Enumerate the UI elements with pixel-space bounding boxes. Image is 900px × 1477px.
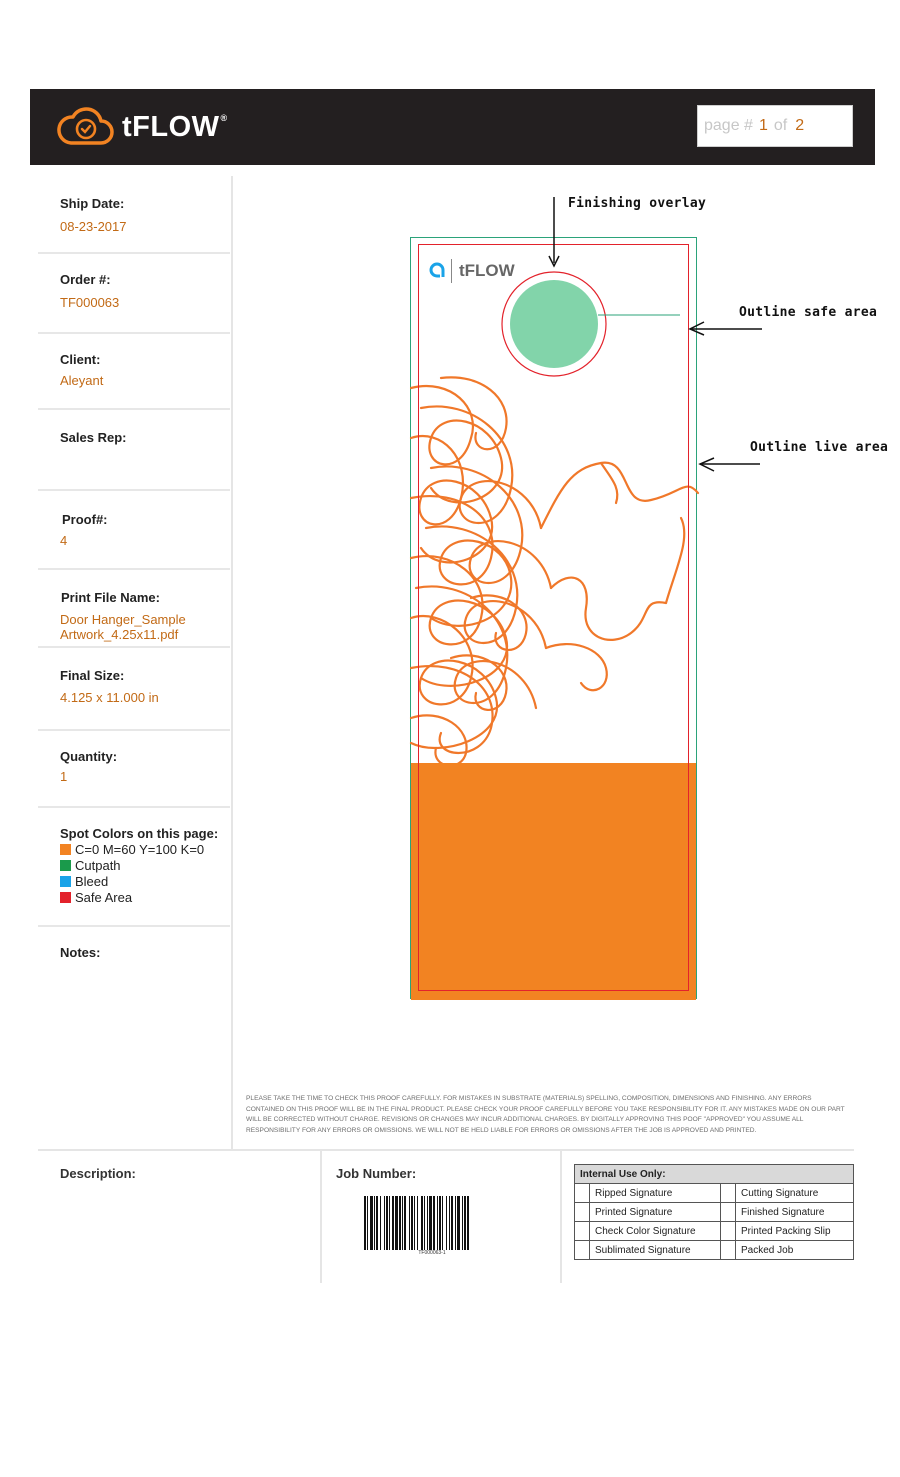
barcode-bar <box>411 1196 413 1250</box>
page-total: 2 <box>795 117 805 134</box>
barcode-bar <box>399 1196 401 1250</box>
spot-color-item: C=0 M=60 Y=100 K=0 <box>60 842 204 857</box>
print-file-value-line1: Door Hanger_Sample <box>60 612 186 627</box>
bottom-divider <box>320 1151 322 1283</box>
final-size-value: 4.125 x 11.000 in <box>60 690 159 705</box>
barcode-bar <box>446 1196 447 1250</box>
check-box[interactable] <box>575 1184 590 1203</box>
ship-date-label: Ship Date: <box>60 196 125 211</box>
proof-value: 4 <box>60 533 68 548</box>
barcode-bar <box>376 1196 378 1250</box>
barcode-bar <box>439 1196 441 1250</box>
callout-finishing: Finishing overlay <box>568 196 707 211</box>
quantity-label: Quantity: <box>60 749 118 764</box>
barcode-bar <box>467 1196 469 1250</box>
barcode-bar <box>367 1196 368 1250</box>
check-box[interactable] <box>721 1203 736 1222</box>
notes-label: Notes: <box>60 945 101 960</box>
page-of: of <box>773 117 788 134</box>
print-file-value-line2: Artwork_4.25x11.pdf <box>60 627 179 642</box>
barcode-bar <box>402 1196 403 1250</box>
job-number-label: Job Number: <box>336 1166 417 1181</box>
barcode-bar <box>392 1196 394 1250</box>
barcode-bar <box>380 1196 381 1250</box>
barcode-bar <box>386 1196 388 1250</box>
table-row: Printed Signature Finished Signature <box>575 1203 854 1222</box>
barcode-bar <box>384 1196 385 1250</box>
check-box[interactable] <box>575 1222 590 1241</box>
internal-use-title: Internal Use Only: <box>575 1165 854 1184</box>
check-box[interactable] <box>575 1203 590 1222</box>
spot-color-item: Safe Area <box>60 890 132 905</box>
final-size-label: Final Size: <box>60 668 125 683</box>
check-box[interactable] <box>721 1222 736 1241</box>
barcode-bar <box>457 1196 460 1250</box>
page-current: 1 <box>758 117 768 134</box>
barcode-bar <box>429 1196 432 1250</box>
check-box[interactable] <box>575 1241 590 1260</box>
client-label: Client: <box>60 352 101 367</box>
description-label: Description: <box>60 1166 136 1181</box>
barcode-bar <box>414 1196 415 1250</box>
callout-live: Outline live area <box>750 440 889 455</box>
client-value: Aleyant <box>60 373 104 388</box>
spot-colors-label: Spot Colors on this page: <box>60 826 219 841</box>
barcode-bar <box>427 1196 428 1250</box>
barcode-bar <box>449 1196 450 1250</box>
proof-label: Proof#: <box>62 512 108 527</box>
barcode-bar <box>464 1196 466 1250</box>
barcode-bar <box>424 1196 425 1250</box>
bottom-divider <box>560 1151 562 1283</box>
barcode-bar <box>433 1196 435 1250</box>
barcode-bar <box>442 1196 443 1250</box>
artwork-headline: Does your workflow look like this? <box>429 1348 628 1473</box>
ship-date-value: 08-23-2017 <box>60 219 127 234</box>
order-value: TF000063 <box>60 295 120 310</box>
disclaimer-text: PLEASE TAKE THE TIME TO CHECK THIS PROOF CAREFULLY. FOR MISTAKES IN SUBSTRATE (MATERIALS) SPELLING, COMPOSITION, DIMENSIONS AND FINISHING. ANY ERRORS CONTAINED ON THIS PROOF WILL BE IN THE FINAL PRODUCT. PLEASE CHECK YOUR PROOF CAREFULLY BEFORE YOU TAKE RESPONSIBILITY FOR IT. ANY MISTAKES MADE ON OUR PART WILL BE CORRECTED WITHOUT CHARGE. REVISIONS OR CHANGES MAY INCUR ADDITIONAL CHARGES. BY DIGITALLY APPROVING THIS POOF "APPROVED" YOU ASSUME ALL RESPONSIBILITY FOR ANY ERRORS OR OMISSIONS. WE WILL NOT BE HELD LIABLE FOR ERRORS OR OMISSIONS AFTER THE JOB IS APPROVED AND PRINTED. <box>246 1095 845 1134</box>
barcode-bar <box>462 1196 463 1250</box>
internal-use-table <box>574 1164 854 1260</box>
barcode-bar <box>404 1196 406 1250</box>
check-box[interactable] <box>721 1184 736 1203</box>
barcode-text: TF000063-1 <box>418 1250 446 1256</box>
spot-color-item: Bleed <box>60 874 108 889</box>
barcode-bar <box>370 1196 373 1250</box>
page-label: page # <box>704 117 753 134</box>
barcode-bar <box>374 1196 375 1250</box>
order-label: Order #: <box>60 272 111 287</box>
table-row: Sublimated Signature Packed Job <box>575 1241 854 1260</box>
callout-safe: Outline safe area <box>739 305 878 320</box>
quantity-value: 1 <box>60 769 68 784</box>
barcode-bar <box>417 1196 418 1250</box>
barcode-bar <box>451 1196 453 1250</box>
barcode-bar <box>389 1196 390 1250</box>
barcode-bar <box>455 1196 456 1250</box>
barcode-bar <box>395 1196 398 1250</box>
spot-color-item: Cutpath <box>60 858 121 873</box>
barcode-bar <box>437 1196 438 1250</box>
table-row: Check Color Signature Printed Packing Slip <box>575 1222 854 1241</box>
barcode-bar <box>364 1196 366 1250</box>
barcode-bar <box>409 1196 410 1250</box>
brand-logo-text: tFLOW® <box>122 111 228 143</box>
bottom-rule <box>38 1149 854 1151</box>
check-box[interactable] <box>721 1241 736 1260</box>
table-row: Ripped Signature Cutting Signature <box>575 1184 854 1203</box>
sales-rep-label: Sales Rep: <box>60 430 127 445</box>
barcode <box>364 1196 500 1250</box>
artwork-brand: tFLOW <box>459 261 515 280</box>
barcode-bar <box>421 1196 423 1250</box>
print-file-label: Print File Name: <box>61 590 160 605</box>
